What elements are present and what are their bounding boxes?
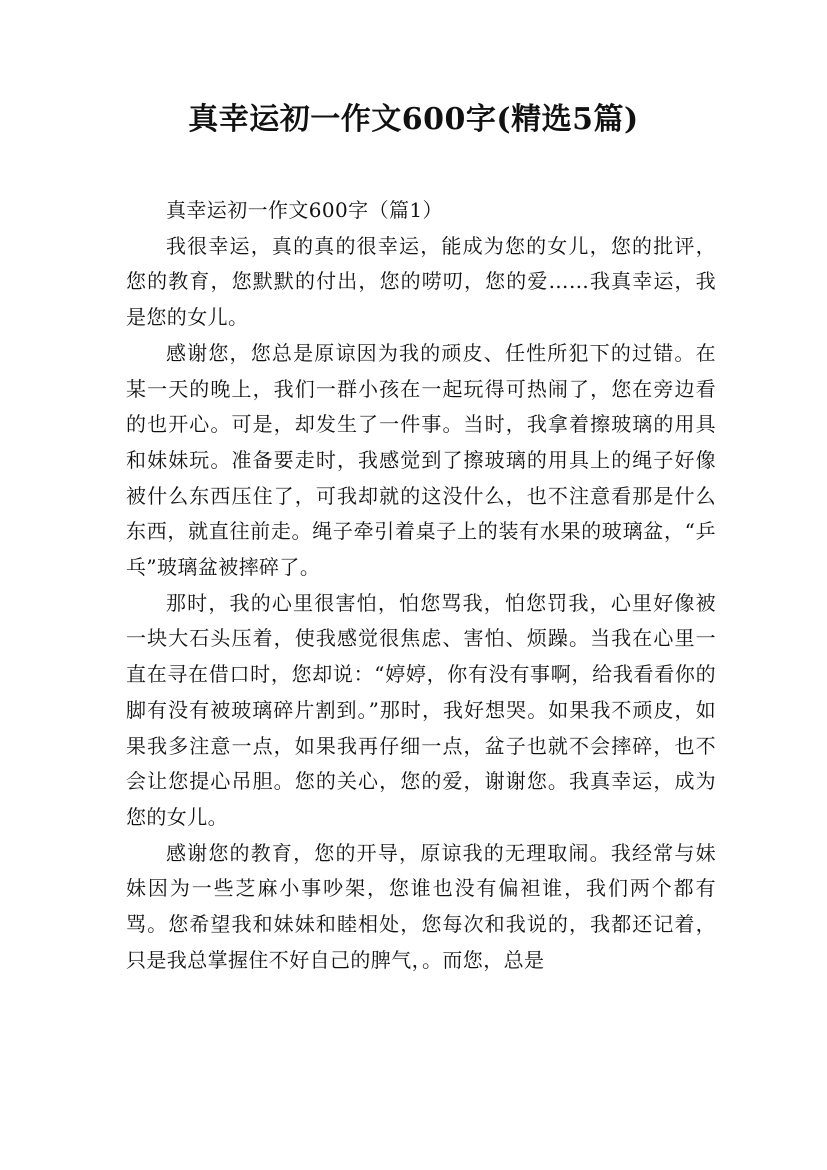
document-body xyxy=(126,193,716,978)
paragraph-2: 感谢您，您总是原谅因为我的顽皮、任性所犯下的过错。在某一天的晚上，我们一群小孩在一起玩得可热闹了，您在旁边看的也开心。可是，却发生了一件事。当时，我拿着擦玻璃的用具和妹妹玩。准备要走时，我感觉到了擦玻璃的用具上的绳子好像被什么东西压住了，可我却就的这没什么，也不注意看那是什么东西，就直往前走。绳子牵引着桌子上的装有水果的玻璃盆，“乒乓”玻璃盆被摔碎了。 xyxy=(126,340,716,580)
paragraph-4: 感谢您的教育，您的开导，原谅我的无理取闹。我经常与妹妹因为一些芝麻小事吵架，您谁也没有偏袒谁，我们两个都有骂。您希望我和妹妹和睦相处，您每次和我说的，我都还记着，只是我总掌握住不好自己的脾气，。而您，总是 xyxy=(126,840,716,972)
document-title: 真幸运初一作文600字(精选5篇) xyxy=(188,102,639,137)
paragraph-1: 我很幸运，真的真的很幸运，能成为您的女儿，您的批评，您的教育，您默默的付出，您的唠叨，您的爱……我真幸运，我是您的女儿。 xyxy=(126,233,716,330)
section-heading: 真幸运初一作文600字（篇1） xyxy=(166,198,443,222)
paragraph-3: 那时，我的心里很害怕，怕您骂我，怕您罚我，心里好像被一块大石头压着，使我感觉很焦虑、害怕、烦躁。当我在心里一直在寻在借口时，您却说：“婷婷，你有没有事啊，给我看看你的脚有没有被玻璃碎片割到。”那时，我好想哭。如果我不顽皮，如果我多注意一点，如果我再仔细一点，盆子也就不会摔碎，也不会让您提心吊胆。您的关心，您的爱，谢谢您。我真幸运，成为您的女儿。 xyxy=(126,590,716,829)
